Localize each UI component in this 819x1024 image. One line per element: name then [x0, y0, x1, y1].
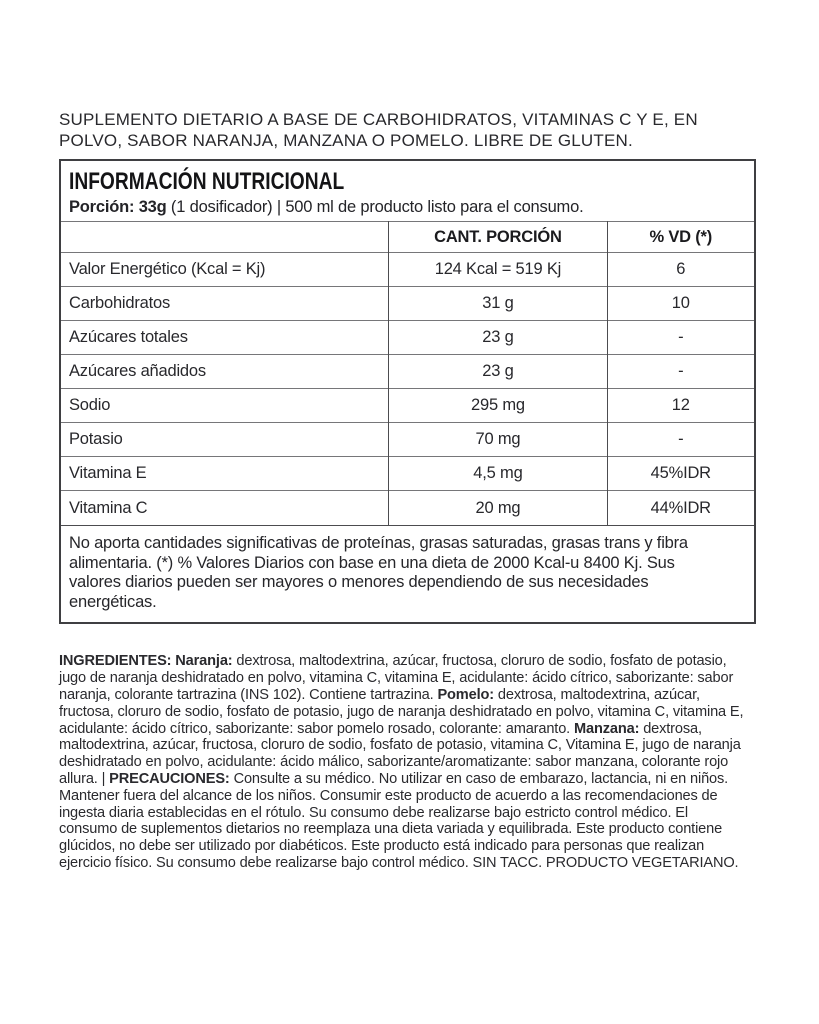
nutrient-amount: 70 mg	[389, 423, 607, 457]
table-row-vitamin-e	[61, 457, 754, 491]
serving-size-value: Porción: 33g	[69, 198, 167, 217]
nutrient-name: Vitamina E	[69, 464, 147, 483]
daily-values-footnote: No aporta cantidades significativas de proteínas, grasas saturadas, grasas trans y fibra alimentaria. (*) % Valores Diarios con base en una dieta de 2000 Kcal-u 8400 Kj. Sus valores diarios pueden ser mayores o menores dependiendo de sus necesidades energéticas.	[61, 525, 754, 623]
product-description: SUPLEMENTO DIETARIO A BASE DE CARBOHIDRATOS, VITAMINAS C Y E, EN POLVO, SABOR NARANJA, MANZANA O POMELO. LIBRE DE GLUTEN.	[59, 110, 698, 150]
header-item-column	[61, 222, 389, 253]
bold-text-run: Pomelo:	[437, 687, 498, 704]
nutrient-amount: 23 g	[389, 355, 607, 389]
nutrition-title: INFORMACIÓN NUTRICIONAL	[69, 168, 345, 196]
nutrient-amount: 20 mg	[389, 491, 607, 525]
nutrient-amount: 124 Kcal = 519 Kj	[389, 253, 607, 287]
table-row-vitamin-c	[61, 491, 754, 525]
table-row-added-sugars	[61, 355, 754, 389]
ingredients-and-precautions-paragraph	[59, 653, 749, 871]
label-content	[59, 0, 756, 872]
table-row-potassium	[61, 423, 754, 457]
nutrition-box-header	[61, 161, 754, 221]
serving-size-line	[69, 198, 745, 217]
nutrient-daily-value: -	[607, 355, 754, 389]
nutrient-amount: 4,5 mg	[389, 457, 607, 491]
text-run: dextrosa, maltodextrina, azúcar, fructosa, cloruro de sodio, fosfato de potasio, jugo de naranja deshidratado en polvo, vitamina C, vitamina E, acidulante: ácido cítrico, saborizante: sabor naranja, colorante tartrazina (INS 102). Contiene tartrazina.	[59, 653, 734, 704]
nutrient-amount: 23 g	[389, 321, 607, 355]
nutrient-name: Azúcares totales	[69, 328, 188, 347]
table-row-sodium	[61, 389, 754, 423]
header-amount-column: CANT. PORCIÓN	[389, 222, 607, 253]
nutrient-daily-value: 6	[607, 253, 754, 287]
nutrient-name: Potasio	[69, 430, 123, 449]
text-run: Consulte a su médico. No utilizar en caso de embarazo, lactancia, ni en niños. Mantener fuera del alcance de los niños. Consumir este producto de acuerdo a las recomendaciones de ingesta diaria establecidas en el rótulo. Su consumo debe realizarse bajo estricto control médico. El consumo de suplementos dietarios no reemplaza una dieta variada y equilibrada. Este producto contiene glúcidos, no debe ser utilizado por diabéticos. Este producto está indicado para personas que realizan ejercicio físico. Su consumo debe realizarse bajo control médico. SIN TACC. PRODUCTO VEGETARIANO.	[59, 770, 739, 871]
header-daily-value-column: % VD (*)	[607, 222, 754, 253]
table-row-carbohydrates	[61, 287, 754, 321]
nutrient-daily-value: -	[607, 321, 754, 355]
nutrient-daily-value: 45%IDR	[607, 457, 754, 491]
nutrient-daily-value: 10	[607, 287, 754, 321]
nutrition-table	[61, 221, 754, 525]
nutrient-amount: 31 g	[389, 287, 607, 321]
serving-size-detail: (1 dosificador) | 500 ml de producto listo para el consumo.	[166, 198, 584, 217]
bold-text-run: Naranja:	[175, 653, 237, 670]
text-run: dextrosa, maltodextrina, azúcar, fructosa, cloruro de sodio, fosfato de potasio, jugo de naranja deshidratado en polvo, vitamina C, vitamina E, acidulante: ácido cítrico, saborizante: sabor pomelo rosado, colorante: amaranto.	[59, 687, 744, 737]
nutrient-name: Azúcares añadidos	[69, 362, 206, 381]
nutrient-name: Valor Energético (Kcal = Kj)	[69, 260, 266, 279]
nutrition-facts-box	[59, 159, 756, 624]
bold-text-run: INGREDIENTES:	[59, 653, 176, 670]
nutrient-name: Vitamina C	[69, 498, 148, 517]
text-run: dextrosa, maltodextrina, azúcar, fructosa, cloruro de sodio, fosfato de potasio, vitamina C, Vitamina E, jugo de naranja deshidratado en polvo, acidulante: ácido málico, saborizante/aromatizante: sabor manzana, colorante rojo allura. |	[59, 720, 741, 787]
nutrient-name: Sodio	[69, 396, 111, 415]
nutrient-daily-value: -	[607, 423, 754, 457]
bold-text-run: PRECAUCIONES:	[109, 770, 234, 787]
nutrition-table-header-row	[61, 222, 754, 253]
nutrient-amount: 295 mg	[389, 389, 607, 423]
nutrient-daily-value: 44%IDR	[607, 491, 754, 525]
nutrient-daily-value: 12	[607, 389, 754, 423]
bold-text-run: Manzana:	[574, 720, 644, 737]
table-row-total-sugars	[61, 321, 754, 355]
table-row-energy	[61, 253, 754, 287]
nutrient-name: Carbohidratos	[69, 294, 171, 313]
